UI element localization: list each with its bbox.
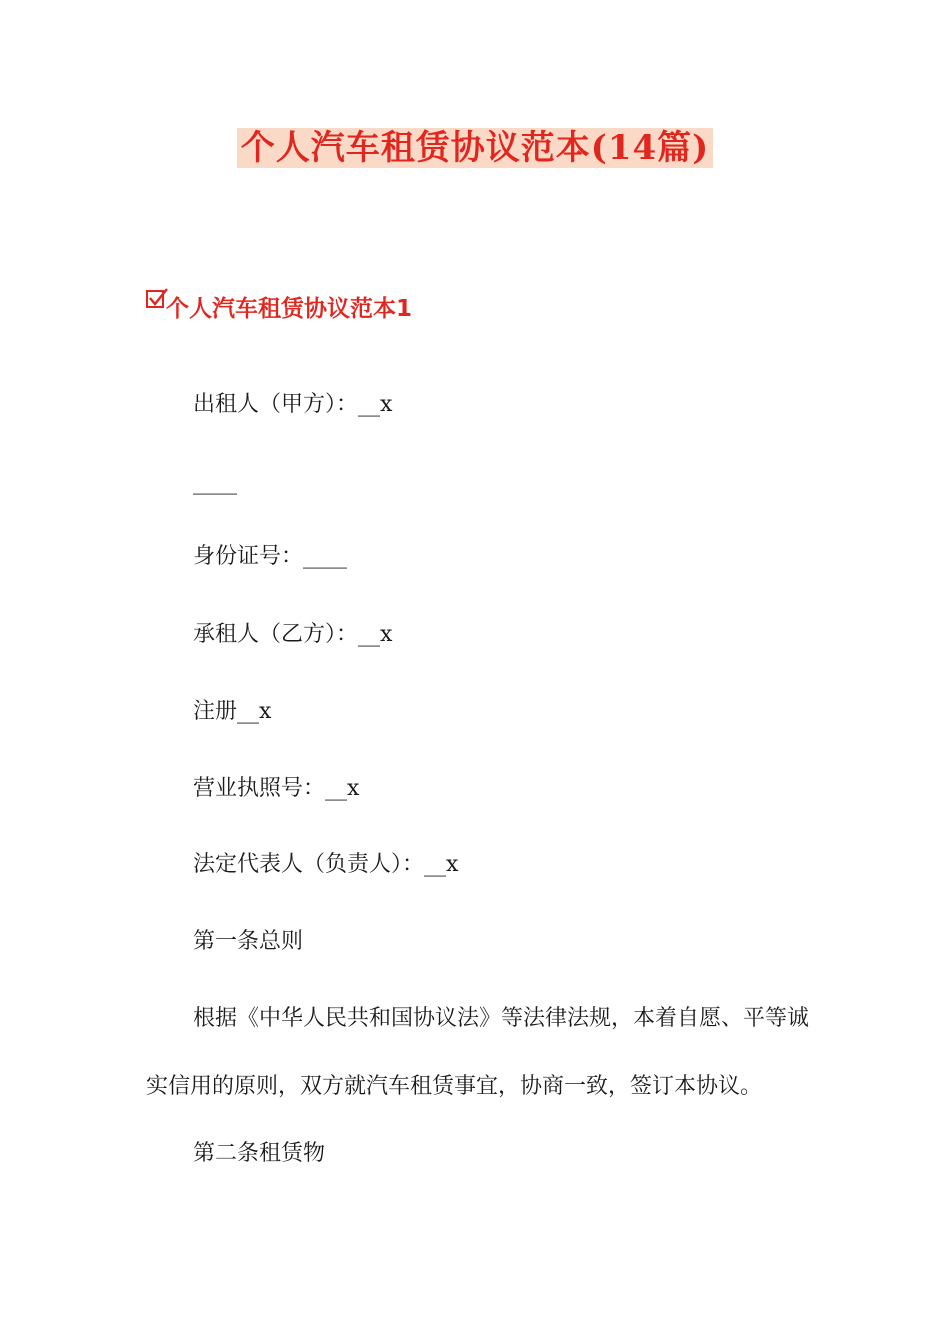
article2-heading: 第二条租赁物 [193, 1141, 326, 1166]
article1-paragraph: 根据《中华人民共和国协议法》等法律法规，本着自愿、平等诚实信用的原则，双方就汽车租赁事宜，协商一致，签订本协议。 [146, 1006, 810, 1099]
document-title [0, 128, 950, 168]
section-heading [146, 292, 412, 326]
lessor-line: 出租人（甲方）：__x [193, 392, 393, 417]
business-license-line: 营业执照号：__x [193, 776, 360, 801]
document-title-text: 个人汽车租赁协议范本(14篇) [237, 128, 714, 168]
registration-line: 注册__x [193, 699, 272, 724]
blank-line: ____ [193, 470, 237, 495]
article1-heading: 第一条总则 [193, 929, 304, 954]
legal-representative-line: 法定代表人（负责人）：__x [193, 852, 459, 877]
id-number-line: 身份证号：____ [193, 544, 348, 569]
section-heading-text: 个人汽车租赁协议范本1 [166, 296, 413, 322]
checkbox-checked-icon [146, 290, 164, 308]
lessee-line: 承租人（乙方）：__x [193, 622, 393, 647]
